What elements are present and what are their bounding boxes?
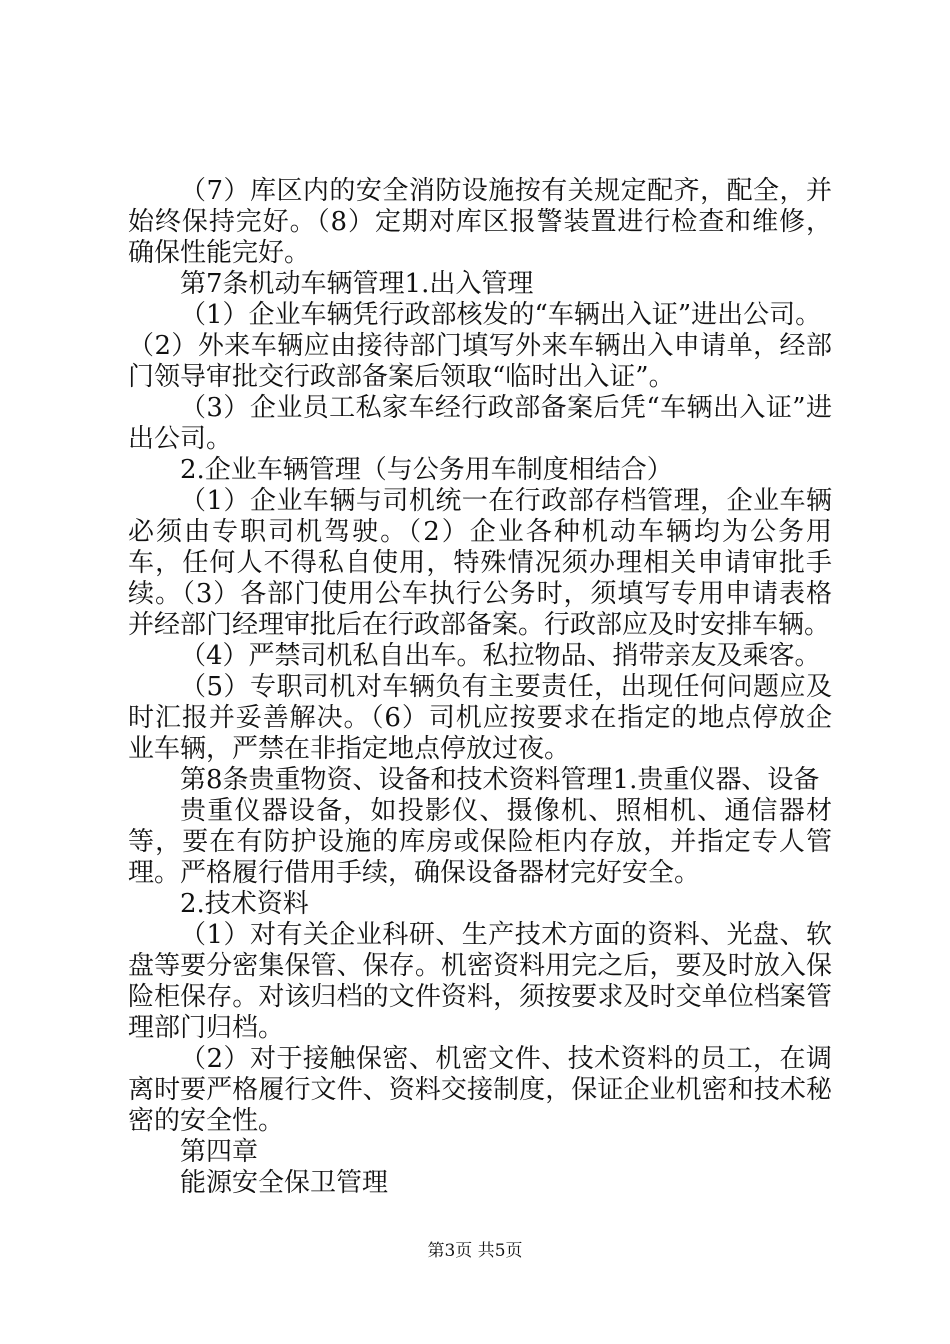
paragraph: 2.企业车辆管理（与公务用车制度相结合） bbox=[180, 455, 673, 485]
paragraph: （3）企业员工私家车经行政部备案后凭“车辆出入证”进出公司。 bbox=[128, 393, 832, 454]
paragraph: 能源安全保卫管理 bbox=[180, 1168, 389, 1198]
paragraph: 2.技术资料 bbox=[180, 889, 309, 919]
paragraph: 贵重仪器设备，如投影仪、摄像机、照相机、通信器材等，要在有防护设施的库房或保险柜内存放，并指定专人管理。严格履行借用手续，确保设备器材完好安全。 bbox=[128, 796, 832, 888]
page-footer: 第3页 共5页 bbox=[427, 1241, 523, 1261]
paragraph: 第7条机动车辆管理1.出入管理 bbox=[180, 269, 534, 299]
paragraph: （2）外来车辆应由接待部门填写外来车辆出入申请单，经部门领导审批交行政部备案后领取“临时出入证”。 bbox=[128, 331, 832, 392]
paragraph: （2）对于接触保密、机密文件、技术资料的员工，在调离时要严格履行文件、资料交接制度，保证企业机密和技术秘密的安全性。 bbox=[128, 1044, 832, 1136]
paragraph: （1）企业车辆与司机统一在行政部存档管理，企业车辆必须由专职司机驾驶。（2）企业各种机动车辆均为公务用车，任何人不得私自使用，特殊情况须办理相关申请审批手续。（3）各部门使用公车执行公务时，须填写专用申请表格并经部门经理审批后在行政部备案。行政部应及时安排车辆。 bbox=[128, 486, 832, 640]
paragraph: （1）企业车辆凭行政部核发的“车辆出入证”进出公司。 bbox=[180, 300, 822, 330]
paragraph: （7）库区内的安全消防设施按有关规定配齐，配全，并始终保持完好。（8）定期对库区报警装置进行检查和维修，确保性能完好。 bbox=[128, 176, 832, 268]
paragraph: 第四章 bbox=[180, 1137, 259, 1167]
paragraph: 第8条贵重物资、设备和技术资料管理1.贵重仪器、设备 bbox=[180, 765, 820, 795]
paragraph: （1）对有关企业科研、生产技术方面的资料、光盘、软盘等要分密集保管、保存。机密资料用完之后，要及时放入保险柜保存。对该归档的文件资料，须按要求及时交单位档案管理部门归档。 bbox=[128, 920, 832, 1043]
document-body bbox=[128, 176, 832, 1199]
paragraph: （4）严禁司机私自出车。私拉物品、捎带亲友及乘客。 bbox=[180, 641, 821, 671]
paragraph: （5）专职司机对车辆负有主要责任，出现任何问题应及时汇报并妥善解决。（6）司机应按要求在指定的地点停放企业车辆，严禁在非指定地点停放过夜。 bbox=[128, 672, 832, 764]
